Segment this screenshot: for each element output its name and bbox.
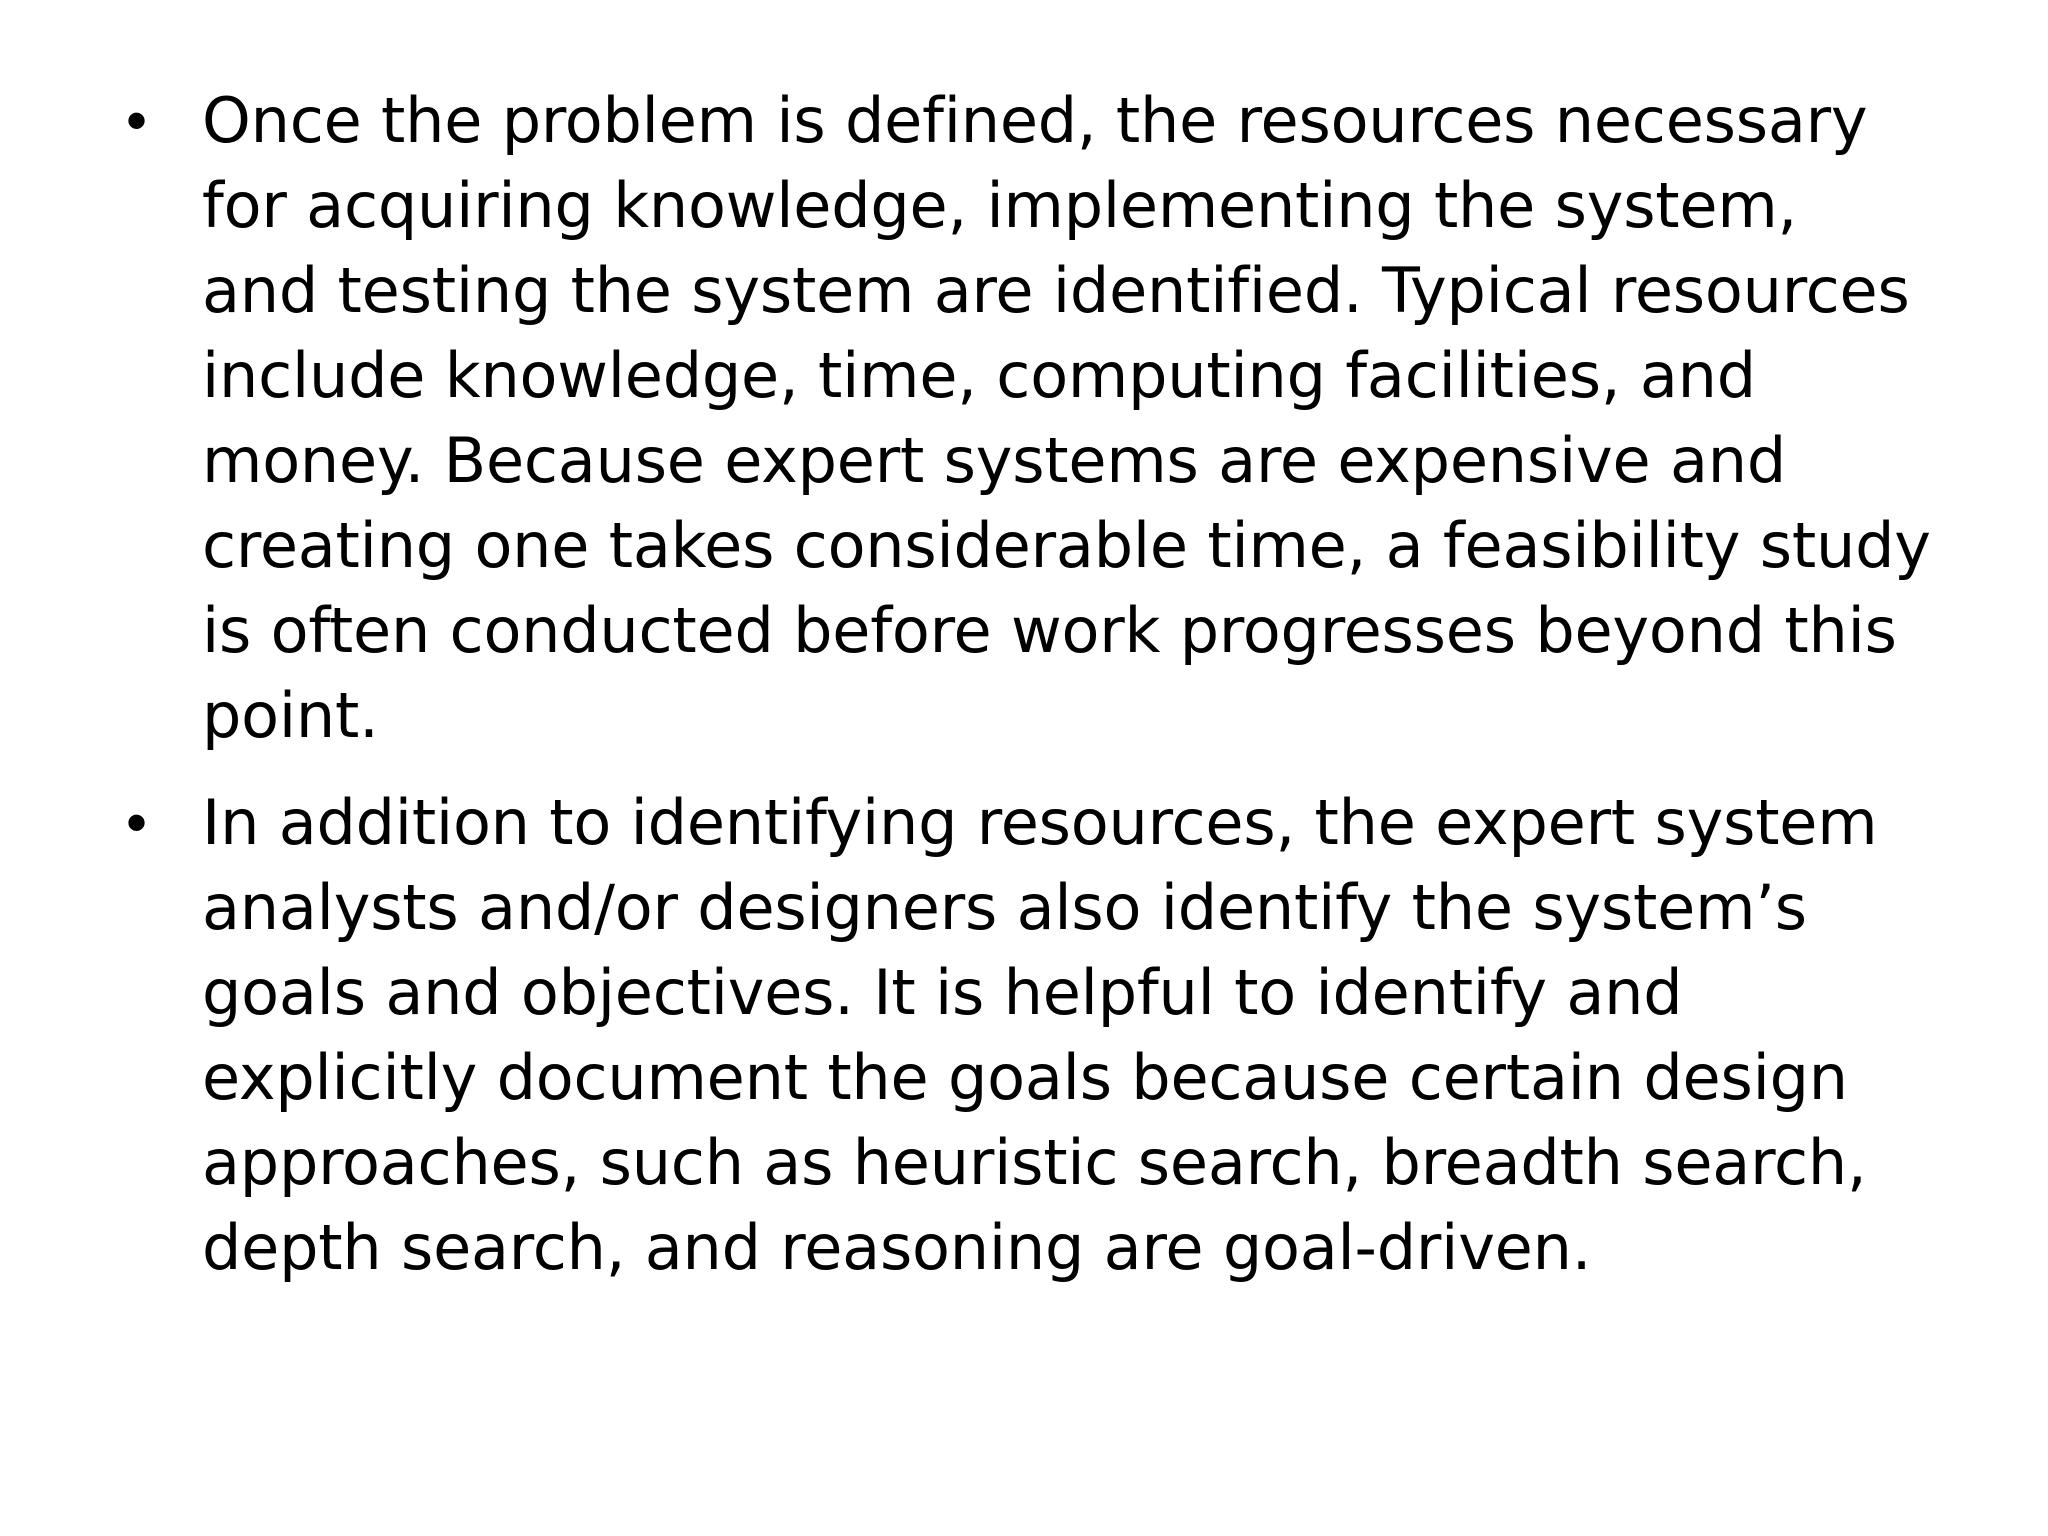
text-line: explicitly document the goals because certain design <box>202 1041 1848 1114</box>
text-line: depth search, and reasoning are goal-driven. <box>202 1211 1592 1284</box>
text-line: point. <box>202 679 379 752</box>
text-line: creating one takes considerable time, a feasibility study <box>202 509 1931 582</box>
text-line: analysts and/or designers also identify the system’s <box>202 871 1807 944</box>
bullet-text <box>202 78 1980 758</box>
text-line: In addition to identifying resources, the expert system <box>202 786 1878 859</box>
bullet-marker: • <box>126 789 148 856</box>
bullet-item-1 <box>120 78 1980 758</box>
text-line: Once the problem is defined, the resources necessary <box>202 84 1868 157</box>
text-line: and testing the system are identified. Typical resources <box>202 254 1910 327</box>
text-line: money. Because expert systems are expensive and <box>202 424 1786 497</box>
bullet-item-2 <box>120 780 1980 1290</box>
text-line: goals and objectives. It is helpful to identify and <box>202 956 1683 1029</box>
text-line: approaches, such as heuristic search, breadth search, <box>202 1126 1867 1199</box>
bullet-list <box>120 78 1980 1312</box>
bullet-text <box>202 780 1980 1290</box>
text-line: include knowledge, time, computing facilities, and <box>202 339 1756 412</box>
text-line: for acquiring knowledge, implementing the system, <box>202 169 1798 242</box>
text-line: is often conducted before work progresses beyond this <box>202 594 1897 667</box>
bullet-marker: • <box>126 87 148 154</box>
